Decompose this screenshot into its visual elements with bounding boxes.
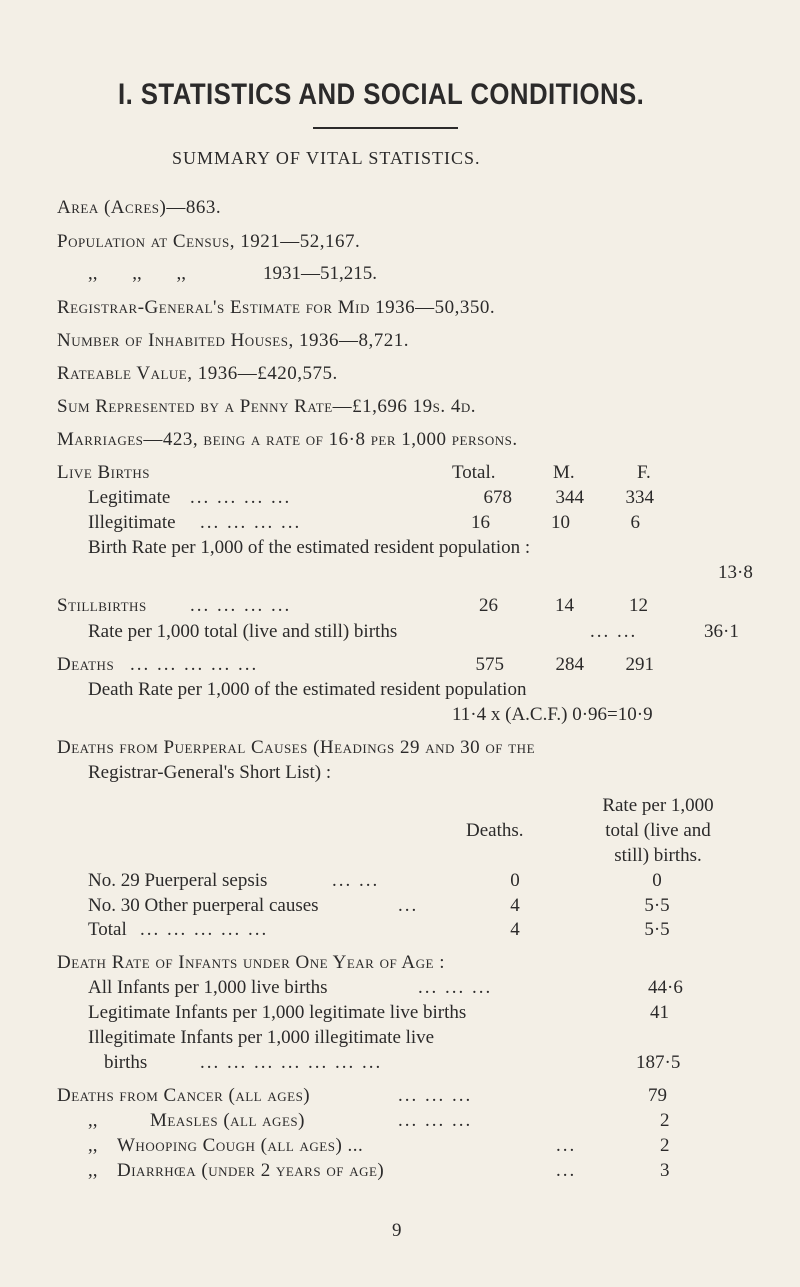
cancer-deaths-label: Deaths from Cancer (all ages) <box>57 1085 311 1106</box>
puerperal-col-rate-line1: Rate per 1,000 <box>602 795 714 816</box>
illegitimate-infants-value: 187·5 <box>636 1052 681 1073</box>
stillbirths-total: 26 <box>479 595 498 616</box>
all-infants-text: All Infants per 1,000 live births <box>88 977 328 998</box>
puerperal-col-deaths: Deaths. <box>466 820 524 841</box>
whooping-cough-dots: ... <box>556 1135 577 1156</box>
section-subtitle: SUMMARY OF VITAL STATISTICS. <box>172 148 481 168</box>
illegitimate-f: 6 <box>630 512 640 533</box>
other-puerperal-label: No. 30 Other puerperal causes <box>88 895 319 916</box>
stillbirth-rate-text: Rate per 1,000 total (live and still) births <box>88 621 398 642</box>
diarrhoea-ditto: ,, <box>88 1160 98 1181</box>
deaths-label: Deaths <box>57 654 115 675</box>
legitimate-label: Legitimate <box>88 487 171 508</box>
penny-rate-line: Sum Represented by a Penny Rate—£1,696 19s. 4d. <box>57 396 477 417</box>
deaths-total: 575 <box>475 654 504 675</box>
registrar-estimate-line: Registrar-General's Estimate for Mid 1936—50,350. <box>57 297 496 318</box>
deaths-f: 291 <box>625 654 654 675</box>
infant-death-rate-heading: Death Rate of Infants under One Year of Age : <box>57 952 445 973</box>
puerperal-col-rate-line2: total (live and <box>605 820 711 841</box>
puerperal-total-dots: ... ... ... ... ... <box>140 919 269 940</box>
puerperal-sepsis-deaths: 0 <box>510 870 520 891</box>
other-puerperal-deaths: 4 <box>510 895 520 916</box>
illegitimate-infants-dots: ... ... ... ... ... ... ... <box>200 1052 383 1073</box>
birth-rate-value: 13·8 <box>718 562 753 583</box>
puerperal-sepsis-rate: 0 <box>652 870 662 891</box>
other-puerperal-dots: ... <box>398 895 419 916</box>
legitimate-m: 344 <box>555 487 584 508</box>
deaths-dots: ... ... ... ... ... <box>130 654 259 675</box>
illegitimate-m: 10 <box>551 512 570 533</box>
illegitimate-total: 16 <box>471 512 490 533</box>
title-rule <box>313 127 458 129</box>
puerperal-col-rate-line3: still) births. <box>614 845 702 866</box>
cancer-deaths-value: 79 <box>648 1085 667 1106</box>
stillbirths-f: 12 <box>629 595 648 616</box>
stillbirths-m: 14 <box>555 595 574 616</box>
illegitimate-label: Illegitimate <box>88 512 176 533</box>
deaths-m: 284 <box>555 654 584 675</box>
area-line: Area (Acres)—863. <box>57 197 222 218</box>
legitimate-total: 678 <box>483 487 512 508</box>
puerperal-heading: Deaths from Puerperal Causes (Headings 29 and 30 of the <box>57 737 536 758</box>
whooping-cough-ditto: ,, <box>88 1135 98 1156</box>
death-rate-text: Death Rate per 1,000 of the estimated resident population <box>88 679 527 700</box>
population-ditto-marks: ,, ,, ,, <box>88 263 186 284</box>
legitimate-dots: ... ... ... ... <box>190 487 292 508</box>
all-infants-value: 44·6 <box>648 977 683 998</box>
legitimate-f: 334 <box>625 487 654 508</box>
legitimate-infants-value: 41 <box>650 1002 669 1023</box>
measles-dots: ... ... ... <box>398 1110 473 1131</box>
live-births-label: Live Births <box>57 462 150 483</box>
rateable-value-line: Rateable Value, 1936—£420,575. <box>57 363 338 384</box>
stillbirths-label: Stillbirths <box>57 595 147 616</box>
stillbirth-rate-dots: ... ... <box>590 621 638 642</box>
diarrhoea-dots: ... <box>556 1160 577 1181</box>
puerperal-total-deaths: 4 <box>510 919 520 940</box>
population-1921-line: Population at Census, 1921—52,167. <box>57 231 361 252</box>
other-puerperal-rate: 5·5 <box>644 895 670 916</box>
death-rate-calc: 11·4 x (A.C.F.) 0·96=10·9 <box>452 704 653 725</box>
measles-ditto: ,, <box>88 1110 98 1131</box>
illegitimate-dots: ... ... ... ... <box>200 512 302 533</box>
whooping-cough-value: 2 <box>660 1135 670 1156</box>
inhabited-houses-line: Number of Inhabited Houses, 1936—8,721. <box>57 330 409 351</box>
puerperal-sepsis-dots: ... ... <box>332 870 380 891</box>
births-col-total: Total. <box>452 462 496 483</box>
marriages-line: Marriages—423, being a rate of 16·8 per 1,000 persons. <box>57 429 518 450</box>
diarrhoea-value: 3 <box>660 1160 670 1181</box>
page-title: I. STATISTICS AND SOCIAL CONDITIONS. <box>118 78 645 111</box>
population-1931-line: 1931—51,215. <box>263 263 377 284</box>
puerperal-total-rate: 5·5 <box>644 919 670 940</box>
all-infants-dots: ... ... ... <box>418 977 493 998</box>
stillbirths-dots: ... ... ... ... <box>190 595 292 616</box>
measles-label: Measles (all ages) <box>150 1110 305 1131</box>
puerperal-heading-cont: Registrar-General's Short List) : <box>88 762 332 783</box>
illegitimate-infants-text-cont: births <box>104 1052 148 1073</box>
births-col-m: M. <box>553 462 575 483</box>
puerperal-total-label: Total <box>88 919 127 940</box>
births-col-f: F. <box>637 462 651 483</box>
measles-value: 2 <box>660 1110 670 1131</box>
cancer-deaths-dots: ... ... ... <box>398 1085 473 1106</box>
legitimate-infants-text: Legitimate Infants per 1,000 legitimate live births <box>88 1002 467 1023</box>
birth-rate-text: Birth Rate per 1,000 of the estimated resident population : <box>88 537 531 558</box>
diarrhoea-label: Diarrhœa (under 2 years of age) <box>117 1160 385 1181</box>
stillbirth-rate-value: 36·1 <box>704 621 739 642</box>
illegitimate-infants-text: Illegitimate Infants per 1,000 illegitimate live <box>88 1027 435 1048</box>
puerperal-sepsis-label: No. 29 Puerperal sepsis <box>88 870 268 891</box>
page-number: 9 <box>392 1220 402 1241</box>
whooping-cough-label: Whooping Cough (all ages) ... <box>117 1135 364 1156</box>
